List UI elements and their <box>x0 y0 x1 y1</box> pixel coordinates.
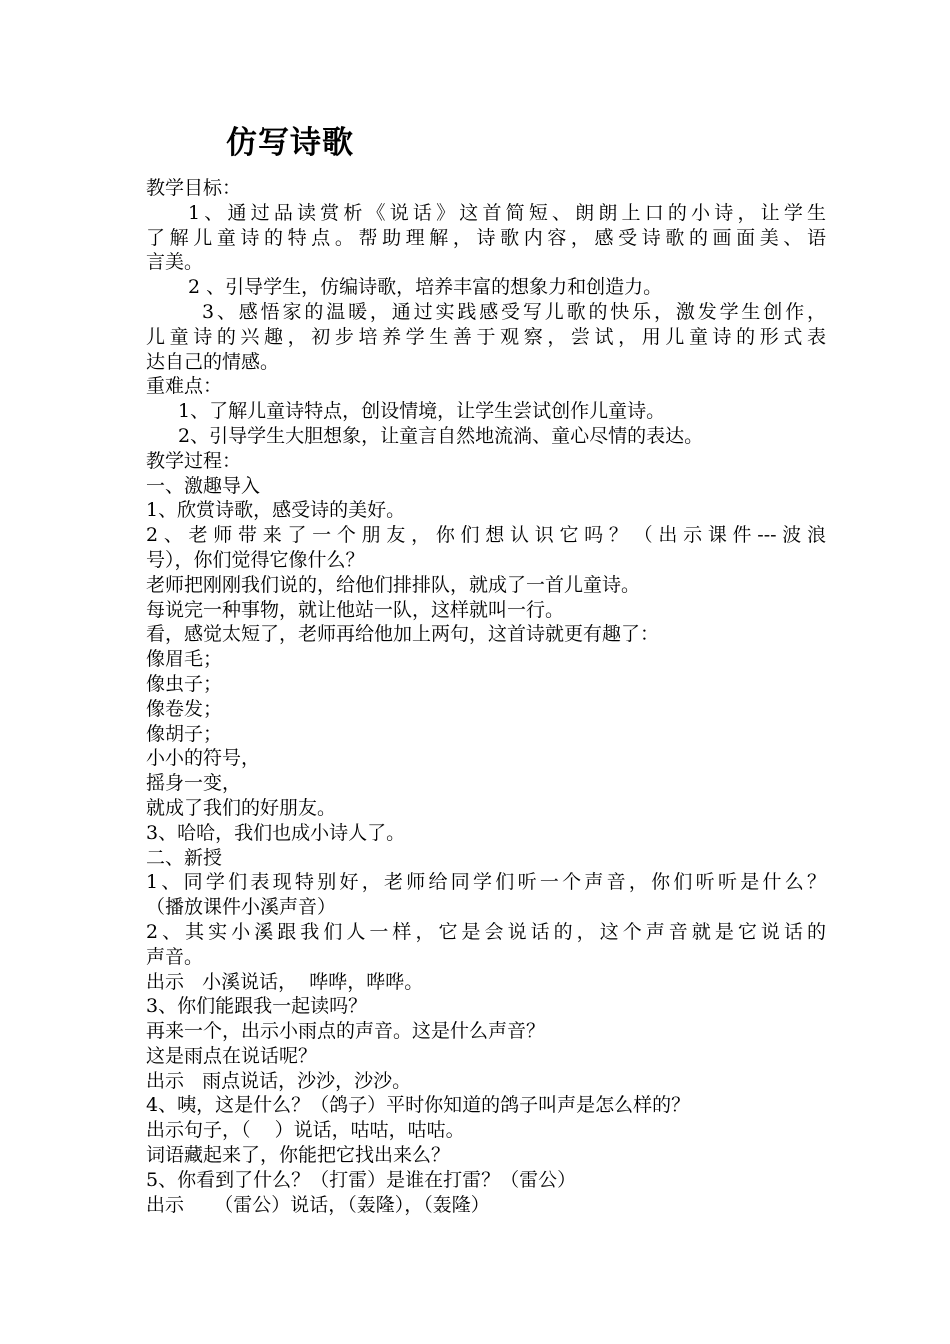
objective-2: 2 、引导学生，仿编诗歌，培养丰富的想象力和创造力。 <box>188 276 663 299</box>
objective-1-line-2: 了解儿童诗的特点。帮助理解，诗歌内容，感受诗歌的画面美、语 <box>146 226 826 249</box>
objective-1-line-3: 言美。 <box>146 251 204 274</box>
section-heading-objectives: 教学目标： <box>146 177 242 199</box>
document-title: 仿写诗歌 <box>226 125 354 161</box>
intro-step-2-line-2: 号），你们觉得它像什么？ <box>146 548 365 571</box>
body-line: 看，感觉太短了，老师再给他加上两句，这首诗就更有趣了： <box>146 623 660 646</box>
section-heading-process: 教学过程： <box>146 449 242 472</box>
body-line: 出示 （雷公）说话，（轰隆），（轰隆） <box>146 1193 490 1216</box>
poem-line: 小小的符号， <box>146 747 261 770</box>
body-line: 每说完一种事物，就让他站一队，这样就叫一行。 <box>146 598 565 621</box>
poem-line: 像虫子； <box>146 672 223 695</box>
objective-3-line-3: 达自己的情感。 <box>146 350 280 373</box>
poem-line: 摇身一变， <box>146 772 242 795</box>
intro-step-2-line-1: 2、老师带来了一个朋友，你们想认识它吗？（出示课件---波浪 <box>146 524 826 547</box>
part-heading-intro: 一、激趣导入 <box>146 474 261 497</box>
body-line: 老师把刚刚我们说的，给他们排排队，就成了一首儿童诗。 <box>146 573 641 596</box>
body-line: 这是雨点在说话呢？ <box>146 1044 318 1067</box>
key-point-2: 2、引导学生大胆想象，让童言自然地流淌、童心尽情的表达。 <box>178 424 704 447</box>
objective-3-line-2: 儿童诗的兴趣，初步培养学生善于观察，尝试，用儿童诗的形式表 <box>146 325 826 348</box>
objective-3-line-1: 3、感悟家的温暖，通过实践感受写儿歌的快乐，激发学生创作， <box>202 300 826 323</box>
new-step-2-line-2: 声音。 <box>146 945 204 968</box>
document-body <box>146 176 826 1217</box>
section-heading-key-points: 重难点： <box>146 375 223 398</box>
intro-step-1: 1、欣赏诗歌，感受诗的美好。 <box>146 499 406 522</box>
body-line: 词语藏起来了，你能把它找出来么？ <box>146 1144 451 1167</box>
part-heading-new-lesson: 二、新授 <box>146 846 223 869</box>
poem-line: 像卷发； <box>146 697 223 720</box>
poem-line: 像眉毛； <box>146 648 223 671</box>
new-step-4: 4、咦，这是什么？（鸽子）平时你知道的鸽子叫声是怎么样的？ <box>146 1094 691 1117</box>
new-step-2-line-1: 2、其实小溪跟我们人一样，它是会说话的，这个声音就是它说话的 <box>146 920 826 943</box>
new-step-1-line-2: （播放课件小溪声音） <box>146 896 337 919</box>
body-line: 出示 雨点说话，沙沙，沙沙。 <box>146 1069 412 1092</box>
new-step-1-line-1: 1、同学们表现特别好，老师给同学们听一个声音，你们听听是什么？ <box>146 871 826 894</box>
new-step-5: 5、你看到了什么？（打雷）是谁在打雷？（雷公） <box>146 1168 577 1191</box>
key-point-1: 1、了解儿童诗特点，创设情境，让学生尝试创作儿童诗。 <box>178 400 666 423</box>
poem-line: 就成了我们的好朋友。 <box>146 796 337 819</box>
intro-step-3: 3、哈哈，我们也成小诗人了。 <box>146 821 406 844</box>
body-line: 出示句子，（ ）说话，咕咕，咕咕。 <box>146 1119 465 1142</box>
poem-line: 像胡子； <box>146 722 223 745</box>
body-line: 出示 小溪说话， 哗哗，哗哗。 <box>146 970 424 993</box>
objective-1-line-1: 1、通过品读赏析《说话》这首简短、朗朗上口的小诗，让学生 <box>188 201 826 224</box>
body-line: 再来一个，出示小雨点的声音。这是什么声音？ <box>146 1020 546 1043</box>
new-step-3: 3、你们能跟我一起读吗？ <box>146 995 368 1018</box>
